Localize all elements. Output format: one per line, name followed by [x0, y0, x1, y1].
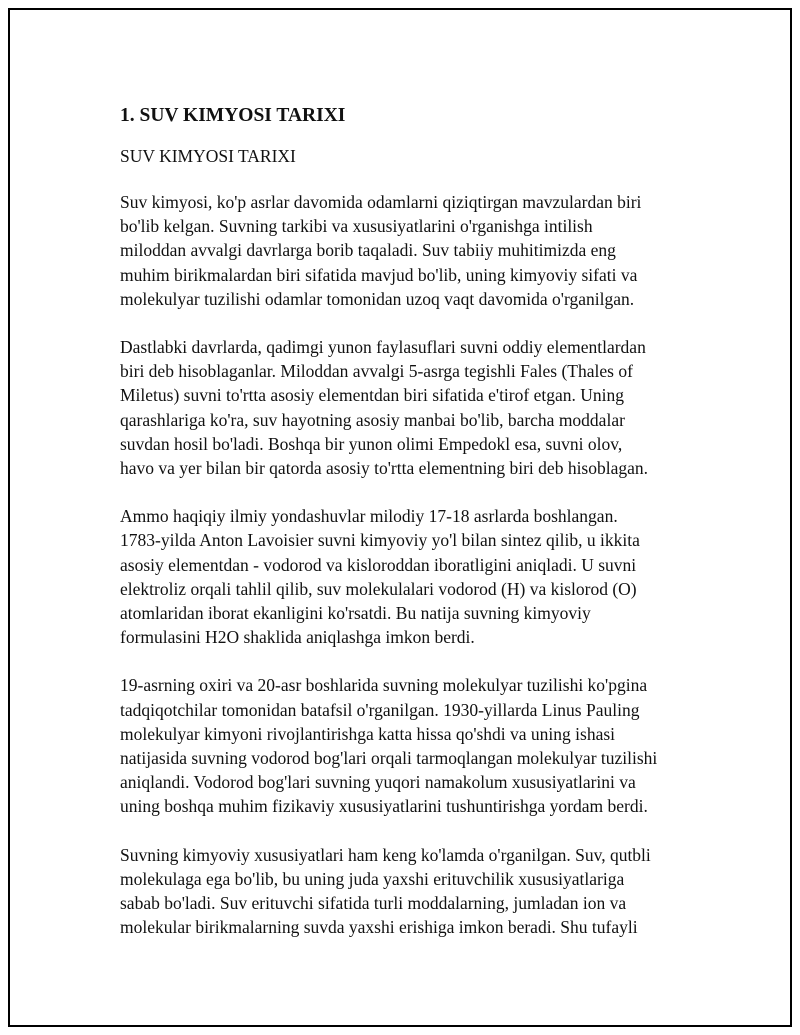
- text-line: atomlaridan iborat ekanligini ko'rsatdi. Bu natija suvning kimyoviy: [120, 603, 591, 624]
- text-line: muhim birikmalardan biri sifatida mavjud bo'lib, uning kimyoviy sifati va: [120, 264, 638, 285]
- text-line: havo va yer bilan bir qatorda asosiy to'rtta elementning biri deb hisoblagan.: [120, 458, 649, 479]
- paragraph-5: [120, 843, 700, 940]
- text-line: uning boshqa muhim fizikaviy xususiyatlarini tushuntirishga yordam berdi.: [120, 796, 648, 817]
- text-line: molekulyar tuzilishi odamlar tomonidan uzoq vaqt davomida o'rganilgan.: [120, 288, 635, 309]
- text-line: miloddan avvalgi davrlarga borib taqaladi. Suv tabiiy muhitimizda eng: [120, 240, 616, 261]
- document-subheading: SUV KIMYOSI TARIXI: [120, 146, 296, 166]
- text-line: 19-asrning oxiri va 20-asr boshlarida suvning molekulyar tuzilishi ko'pgina: [120, 675, 648, 696]
- text-line: formulasini H2O shaklida aniqlashga imkon berdi.: [120, 627, 475, 648]
- paragraph-1: [120, 190, 700, 311]
- text-line: aniqlandi. Vodorod bog'lari suvning yuqori namakolum xususiyatlarini va: [120, 772, 636, 793]
- text-line: molekulaga ega bo'lib, bu uning juda yaxshi erituvchilik xususiyatlariga: [120, 868, 625, 889]
- text-line: bo'lib kelgan. Suvning tarkibi va xususiyatlarini o'rganishga intilish: [120, 216, 593, 237]
- text-line: Ammo haqiqiy ilmiy yondashuvlar milodiy 17-18 asrlarda boshlangan.: [120, 506, 618, 527]
- text-line: elektroliz orqali tahlil qilib, suv molekulalari vodorod (H) va kislorod (O): [120, 578, 637, 599]
- document-content: [120, 102, 700, 963]
- text-line: asosiy elementdan - vodorod va kisloroddan iboratligini aniqladi. U suvni: [120, 554, 637, 575]
- text-line: qarashlariga ko'ra, suv hayotning asosiy manbai bo'lib, barcha moddalar: [120, 409, 625, 430]
- paragraph-2: [120, 335, 700, 480]
- text-line: molekular birikmalarning suvda yaxshi erishiga imkon beradi. Shu tufayli: [120, 917, 638, 938]
- text-line: Suvning kimyoviy xususiyatlari ham keng ko'lamda o'rganilgan. Suv, qutbli: [120, 844, 651, 865]
- text-line: molekulyar kimyoni rivojlantirishga katta hissa qo'shdi va uning ishasi: [120, 723, 616, 744]
- text-line: sabab bo'ladi. Suv erituvchi sifatida turli moddalarning, jumladan ion va: [120, 893, 627, 914]
- text-line: biri deb hisoblaganlar. Miloddan avvalgi 5-asrga tegishli Fales (Thales of: [120, 361, 633, 382]
- paragraph-3: [120, 504, 700, 649]
- document-heading: 1. SUV KIMYOSI TARIXI: [120, 105, 346, 126]
- text-line: tadqiqotchilar tomonidan batafsil o'rganilgan. 1930-yillarda Linus Pauling: [120, 699, 640, 720]
- text-line: Dastlabki davrlarda, qadimgi yunon faylasuflari suvni oddiy elementlardan: [120, 337, 646, 358]
- text-line: natijasida suvning vodorod bog'lari orqali tarmoqlangan molekulyar tuzilishi: [120, 748, 658, 769]
- text-line: Suv kimyosi, ko'p asrlar davomida odamlarni qiziqtirgan mavzulardan biri: [120, 192, 642, 212]
- page-frame: [8, 8, 792, 1027]
- paragraph-4: [120, 673, 700, 818]
- text-line: 1783-yilda Anton Lavoisier suvni kimyoviy yo'l bilan sintez qilib, u ikkita: [120, 530, 640, 551]
- text-line: Miletus) suvni to'rtta asosiy elementdan biri sifatida e'tirof etgan. Uning: [120, 385, 624, 406]
- text-line: suvdan hosil bo'ladi. Boshqa bir yunon olimi Empedokl esa, suvni olov,: [120, 433, 623, 454]
